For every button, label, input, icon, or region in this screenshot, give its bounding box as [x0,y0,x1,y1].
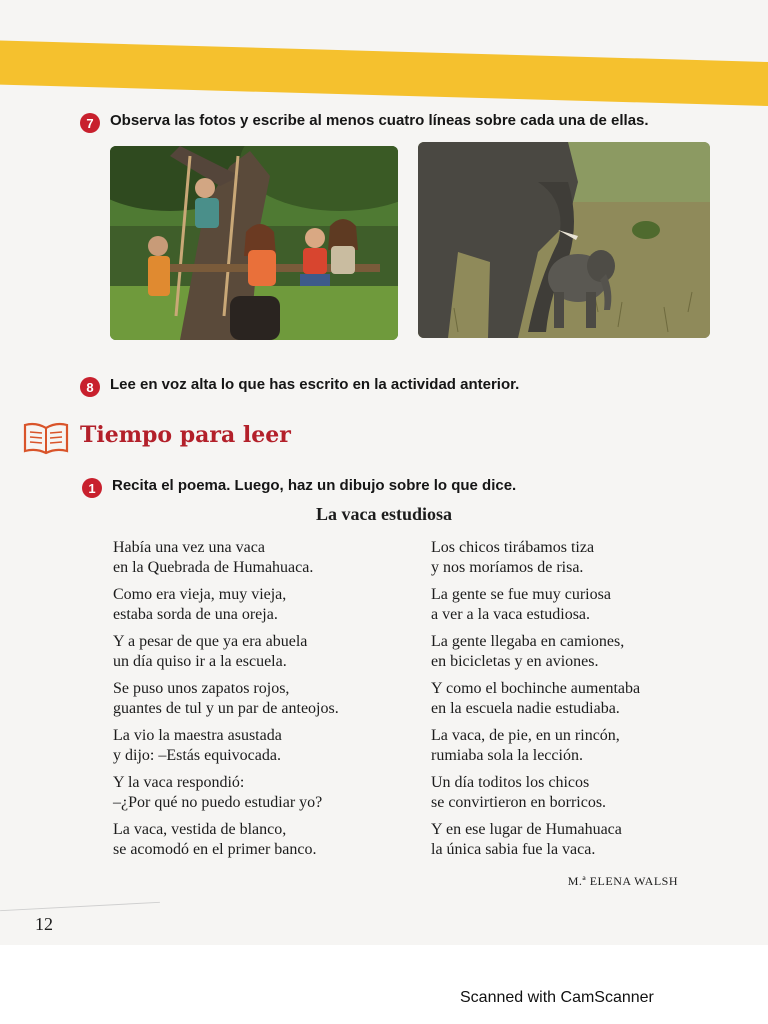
poem-left-stanza [113,585,413,625]
poem-right-stanza [431,585,731,625]
activity-1-instruction: Recita el poema. Luego, haz un dibujo sobre lo que dice. [112,477,517,494]
poem-left-stanza [113,679,413,719]
poem-verse: en la escuela nadie estudiaba. [431,700,620,717]
open-book-icon [22,420,70,461]
poem-verse: Y la vaca respondió: [113,774,245,791]
poem-right-stanza [431,632,731,672]
poem-left-stanza [113,820,413,860]
poem-left-column [113,538,413,867]
poem-verse: Había una vez una vaca [113,539,265,556]
poem-right-stanza [431,820,731,860]
poem-verse: La gente se fue muy curiosa [431,586,611,603]
poem-verse: guantes de tul y un par de anteojos. [113,700,339,717]
poem-verse: Y en ese lugar de Humahuaca [431,821,622,838]
poem-right-stanza [431,726,731,766]
poem-verse: La vaca, vestida de blanco, [113,821,287,838]
section-title: Tiempo para leer [80,422,291,448]
poem-verse: Y como el bochinche aumentaba [431,680,641,697]
poem-verse: –¿Por qué no puedo estudiar yo? [113,794,323,811]
poem-verse: rumiaba sola la lección. [431,747,583,764]
activity-7-instruction: Observa las fotos y escribe al menos cuatro líneas sobre cada una de ellas. [110,112,649,129]
poem-verse: se convirtieron en borricos. [431,794,607,811]
poem-right-column [431,538,731,867]
footer-divider [0,902,160,911]
poem-verse: estaba sorda de una oreja. [113,606,278,623]
poem-verse: La vaca, de pie, en un rincón, [431,727,620,744]
poem-verse: la única sabia fue la vaca. [431,841,596,858]
poem-verse: un día quiso ir a la escuela. [113,653,287,670]
elephant-and-calf-photo [418,142,710,338]
poem-verse: Como era vieja, muy vieja, [113,586,287,603]
activity-8-instruction: Lee en voz alta lo que has escrito en la actividad anterior. [110,376,520,393]
poem-verse: Y a pesar de que ya era abuela [113,633,308,650]
poem-verse: Un día toditos los chicos [431,774,590,791]
poem-right-stanza [431,538,731,578]
poem-left-stanza [113,726,413,766]
poem-right-stanza [431,773,731,813]
poem-verse: se acomodó en el primer banco. [113,841,317,858]
poem-left-stanza [113,632,413,672]
poem-left-stanza [113,538,413,578]
poem-verse: en la Quebrada de Humahuaca. [113,559,314,576]
poem-right-stanza [431,679,731,719]
scanner-credit: Scanned with CamScanner [460,989,654,1006]
poem-verse: y nos moríamos de risa. [431,559,584,576]
poem-verse: La vio la maestra asustada [113,727,282,744]
poem-verse: La gente llegaba en camiones, [431,633,625,650]
poem-title: La vaca estudiosa [315,504,452,524]
poem-verse: a ver a la vaca estudiosa. [431,606,591,623]
yellow-header-band [0,40,768,107]
page-number: 12 [35,914,53,934]
poem-verse: Los chicos tirábamos tiza [431,539,595,556]
children-on-tree-swing-photo [110,146,398,340]
poem-verse: en bicicletas y en aviones. [431,653,599,670]
poem-verse: Se puso unos zapatos rojos, [113,680,290,697]
poem-author: M.ª ELENA WALSH [567,874,678,888]
poem-left-stanza [113,773,413,813]
activity-7-badge: 7 [80,113,100,133]
activity-1-badge: 1 [82,478,102,498]
activity-8-badge: 8 [80,377,100,397]
poem-verse: y dijo: –Estás equivocada. [113,747,281,764]
